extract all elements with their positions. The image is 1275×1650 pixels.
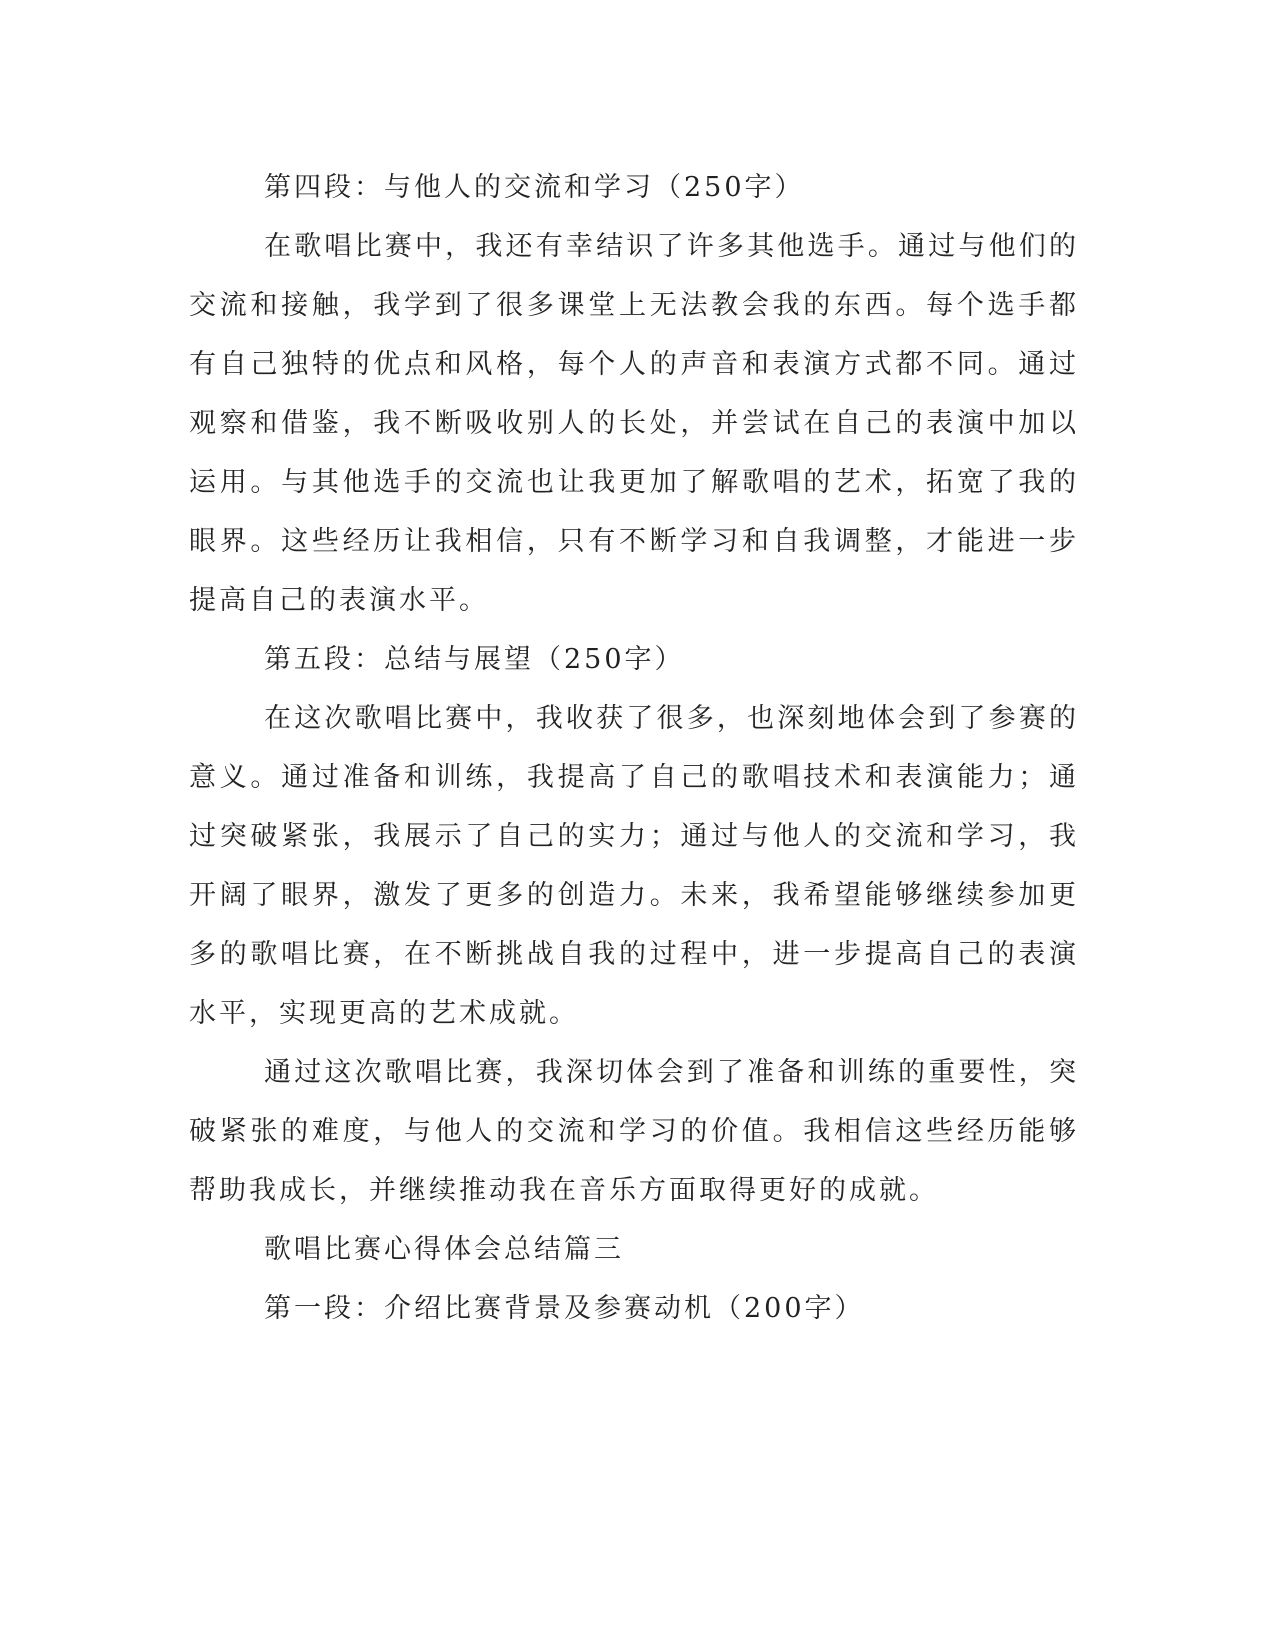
body-paragraph: 在这次歌唱比赛中，我收获了很多，也深刻地体会到了参赛的意义。通过准备和训练，我提高了自己的歌唱技术和表演能力；通过突破紧张，我展示了自己的实力；通过与他人的交流和学习，我开阔了眼界，激发了更多的创造力。未来，我希望能够继续参加更多的歌唱比赛，在不断挑战自我的过程中，进一步提高自己的表演水平，实现更高的艺术成就。 — [189, 703, 1079, 1029]
section-heading: 第五段：总结与展望（250字） — [264, 644, 685, 675]
body-paragraph: 在歌唱比赛中，我还有幸结识了许多其他选手。通过与他们的交流和接触，我学到了很多课堂上无法教会我的东西。每个选手都有自己独特的优点和风格，每个人的声音和表演方式都不同。通过观察和借鉴，我不断吸收别人的长处，并尝试在自己的表演中加以运用。与其他选手的交流也让我更加了解歌唱的艺术，拓宽了我的眼界。这些经历让我相信，只有不断学习和自我调整，才能进一步提高自己的表演水平。 — [189, 231, 1079, 616]
article-title: 歌唱比赛心得体会总结篇三 — [264, 1234, 624, 1265]
document-body — [189, 158, 1079, 1338]
section-heading: 第一段：介绍比赛背景及参赛动机（200字） — [264, 1293, 865, 1324]
body-paragraph: 通过这次歌唱比赛，我深切体会到了准备和训练的重要性，突破紧张的难度，与他人的交流和学习的价值。我相信这些经历能够帮助我成长，并继续推动我在音乐方面取得更好的成就。 — [189, 1057, 1079, 1206]
section-heading: 第四段：与他人的交流和学习（250字） — [264, 172, 805, 203]
